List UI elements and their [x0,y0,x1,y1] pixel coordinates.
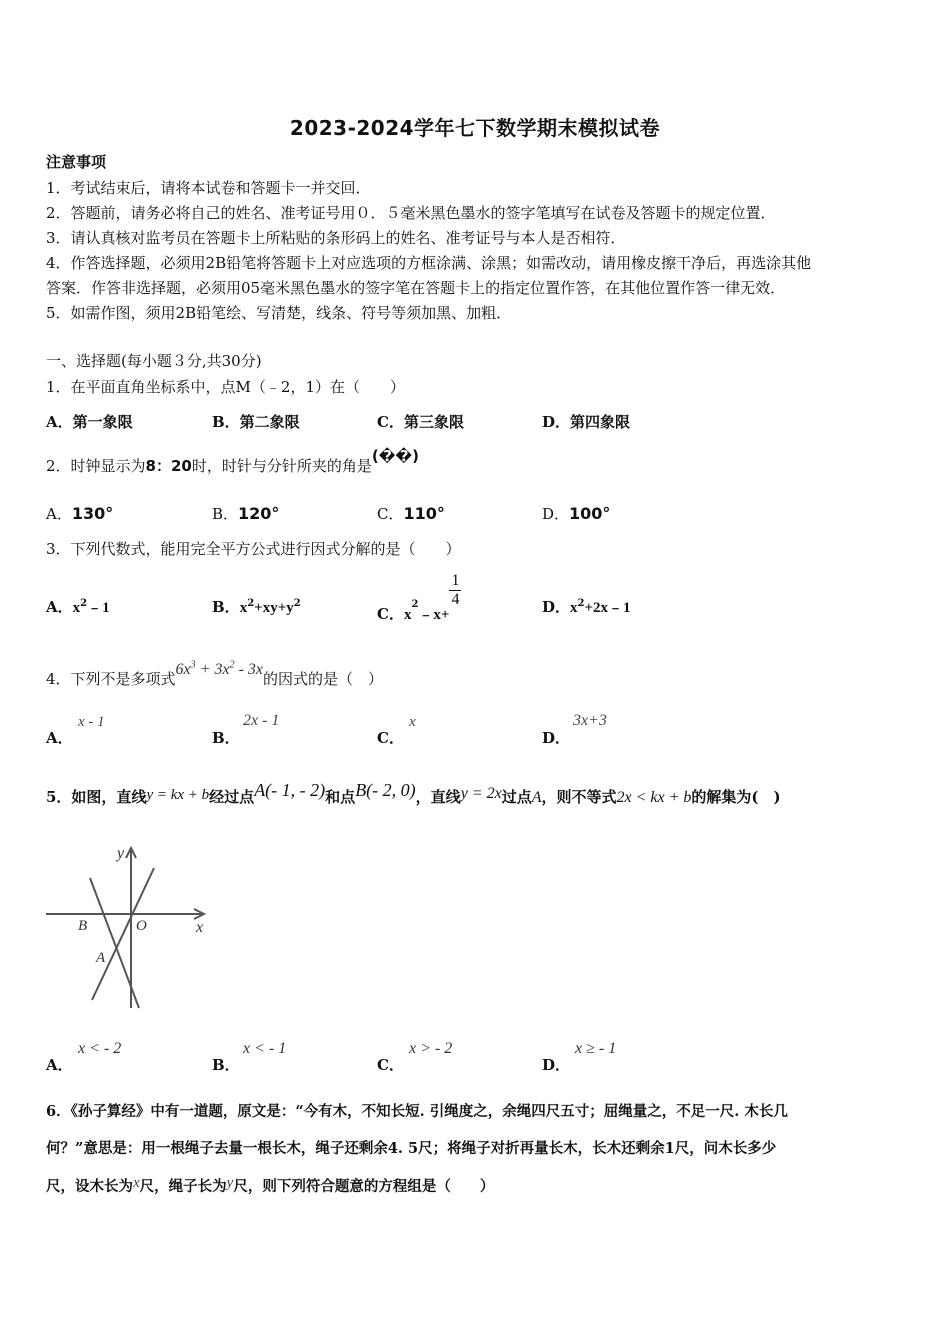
q5-text-2: 经过点 [209,788,255,806]
graph-label-o: O [136,918,147,934]
q4-term-1: 6x [175,661,191,678]
question-2 [46,447,419,476]
q1-option-a: A．第一象限 [46,413,133,431]
q5-text-4: ，直线 [415,788,461,806]
question-6-line-3 [46,1175,494,1196]
q2-time: 8：20 [145,457,192,475]
page-title: 2023-2024学年七下数学期末模拟试卷 [289,116,661,140]
notice-item-4-cont: 答案．作答非选择题，必须用05毫米黑色墨水的签字笔在答题卡上的指定位置作答，在其他位置作答一律无效． [46,279,786,297]
notice-item-1: 1．考试结束后，请将本试卷和答题卡一并交回． [46,179,371,197]
q3-c-exp: 2 [411,598,419,610]
q2-option-d [542,503,610,524]
graph-label-a: A [96,950,106,966]
q4-value-d: 3x+3 [573,712,607,729]
q4-option-c: C． [377,729,404,747]
q5-text-7: 的解集为( ) [691,788,781,806]
q2-value-a: 130° [71,504,114,523]
q4-option-d: D． [542,729,571,747]
q5-option-d: D． [542,1056,571,1074]
q2-prefix: 2．时钟显示为 [46,457,146,475]
question-6-line-2: 何？”意思是：用一根绳子去量一根长木，绳子还剩余4. 5尺；将绳子对折再量长木，长木还剩余1尺，问木长多少 [46,1140,777,1157]
q3-c-base: x [403,606,412,623]
q6-var-y: y [226,1175,234,1191]
q3-d-exp: 2 [577,598,585,609]
graph-label-x: x [196,919,204,936]
q4-suffix: 的因式的是（ ） [263,670,384,688]
q3-b-base: x [239,600,248,616]
q3-d-rest: +2x﹣1 [584,600,631,616]
q2-letter-c: C． [377,505,404,523]
q3-letter-d: D． [542,598,571,616]
notice-item-4: 4．作答选择题，必须用2B铅笔将答题卡上对应选项的方框涂满、涂黑；如需改动，请用橡皮擦干净后，再选涂其他 [46,254,812,272]
q3-b-rest: +xy+y [254,600,294,616]
q2-suffix: 时，时针与分针所夹的角是 [191,457,372,475]
notice-heading: 注意事项 [46,153,107,171]
question-6-line-1: 6．《孙子算经》中有一道题，原文是：“今有木，不知长短. 引绳度之，余绳四尺五寸；屈绳量之，不足一尺. 木长几 [46,1103,788,1120]
q2-option-a [46,503,113,524]
q2-option-c [377,503,445,524]
q3-option-a [46,596,110,617]
q3-option-c [377,572,461,623]
q2-letter-b: B． [212,505,239,523]
q3-b-exp2: 2 [293,598,301,609]
q5-math-line: y = kx + b [146,787,210,803]
q3-option-d [542,596,631,617]
q4-exp-2: 2 [229,659,235,671]
q3-a-rest: ﹣1 [87,600,110,616]
notice-item-2: 2．答题前，请务必将自己的姓名、准考证号用０．５毫米黑色墨水的签字笔填写在试卷及答题卡的规定位置． [46,204,776,222]
q3-letter-a: A． [46,598,73,616]
q5-coordinate-graph [44,838,214,1010]
q3-a-base: x [72,600,81,616]
q4-prefix: 4．下列不是多项式 [46,670,176,688]
q6-text-b: 尺，绳子长为 [139,1178,227,1195]
q2-letter-d: D． [542,505,570,523]
q4-term-3: - 3x [234,661,263,678]
q3-c-rest: ﹣x+ [418,606,450,623]
question-5 [46,780,781,807]
q3-d-base: x [570,600,578,616]
q5-value-b: x < - 1 [243,1040,287,1057]
q1-option-c: C．第三象限 [377,413,464,431]
q4-option-a: A． [46,729,73,747]
q5-math-inequality: 2x < kx + b [616,789,692,806]
q5-option-c: C． [377,1056,404,1074]
q5-text-5: 过点 [501,788,532,806]
q5-text-1: 5．如图，直线 [46,788,147,806]
q3-option-b [212,596,301,617]
q4-polynomial [176,661,263,678]
q4-option-b: B． [212,729,240,747]
q4-exp-1: 3 [190,659,196,671]
q6-var-x: x [133,1175,140,1191]
q3-letter-c: C． [377,604,404,623]
q3-b-exp: 2 [247,598,255,609]
q3-c-fraction [449,572,461,609]
q5-math-point-a: A(- 1, - 2) [254,780,326,800]
q1-option-b: B．第二象限 [212,413,300,431]
q5-option-a: A． [46,1056,73,1074]
question-1: 1．在平面直角坐标系中，点M（﹣2，1）在（ ） [46,378,405,396]
question-3: 3．下列代数式，能用完全平方公式进行因式分解的是（ ） [46,540,461,558]
q3-c-den: 4 [451,591,460,608]
q2-paren: (��) [371,447,419,465]
q2-option-b [212,503,279,524]
q4-value-c: x [409,714,416,730]
q5-text-6: ，则不等式 [541,788,617,806]
q5-text-3: 和点 [325,788,356,806]
section-title: 一、选择题(每小题３分,共30分) [46,352,262,370]
q4-value-b: 2x - 1 [243,712,280,729]
q4-value-a: x - 1 [78,714,105,730]
q6-text-a: 尺，设木长为 [46,1178,133,1195]
q3-c-num: 1 [451,572,460,589]
q5-math-line2: y = 2x [460,785,502,802]
q2-value-b: 120° [238,504,280,523]
q2-value-d: 100° [569,504,611,523]
q1-option-d: D．第四象限 [542,413,631,431]
line-y-2x [92,868,154,1000]
graph-label-b: B [78,918,88,934]
q6-text-c: 尺，则下列符合题意的方程组是（ ） [233,1178,495,1195]
q5-value-d: x ≥ - 1 [575,1040,617,1057]
q3-letter-b: B． [212,598,240,616]
notice-item-5: 5．如需作图，须用2B铅笔绘、写清楚，线条、符号等须加黑、加粗． [46,304,512,322]
q5-math-a: A [531,789,542,806]
q5-math-point-b: B(- 2, 0) [355,780,416,800]
q2-value-c: 110° [403,504,445,523]
graph-label-y: y [117,845,125,862]
notice-item-3: 3．请认真核对监考员在答题卡上所粘贴的条形码上的姓名、准考证号与本人是否相符． [46,229,626,247]
question-4 [46,659,384,689]
q5-value-a: x < - 2 [78,1040,122,1057]
q3-a-exp: 2 [80,598,88,609]
q4-term-2: + 3x [195,661,230,678]
q2-letter-a: A． [46,505,72,523]
q5-option-b: B． [212,1056,240,1074]
q5-value-c: x > - 2 [409,1040,453,1057]
